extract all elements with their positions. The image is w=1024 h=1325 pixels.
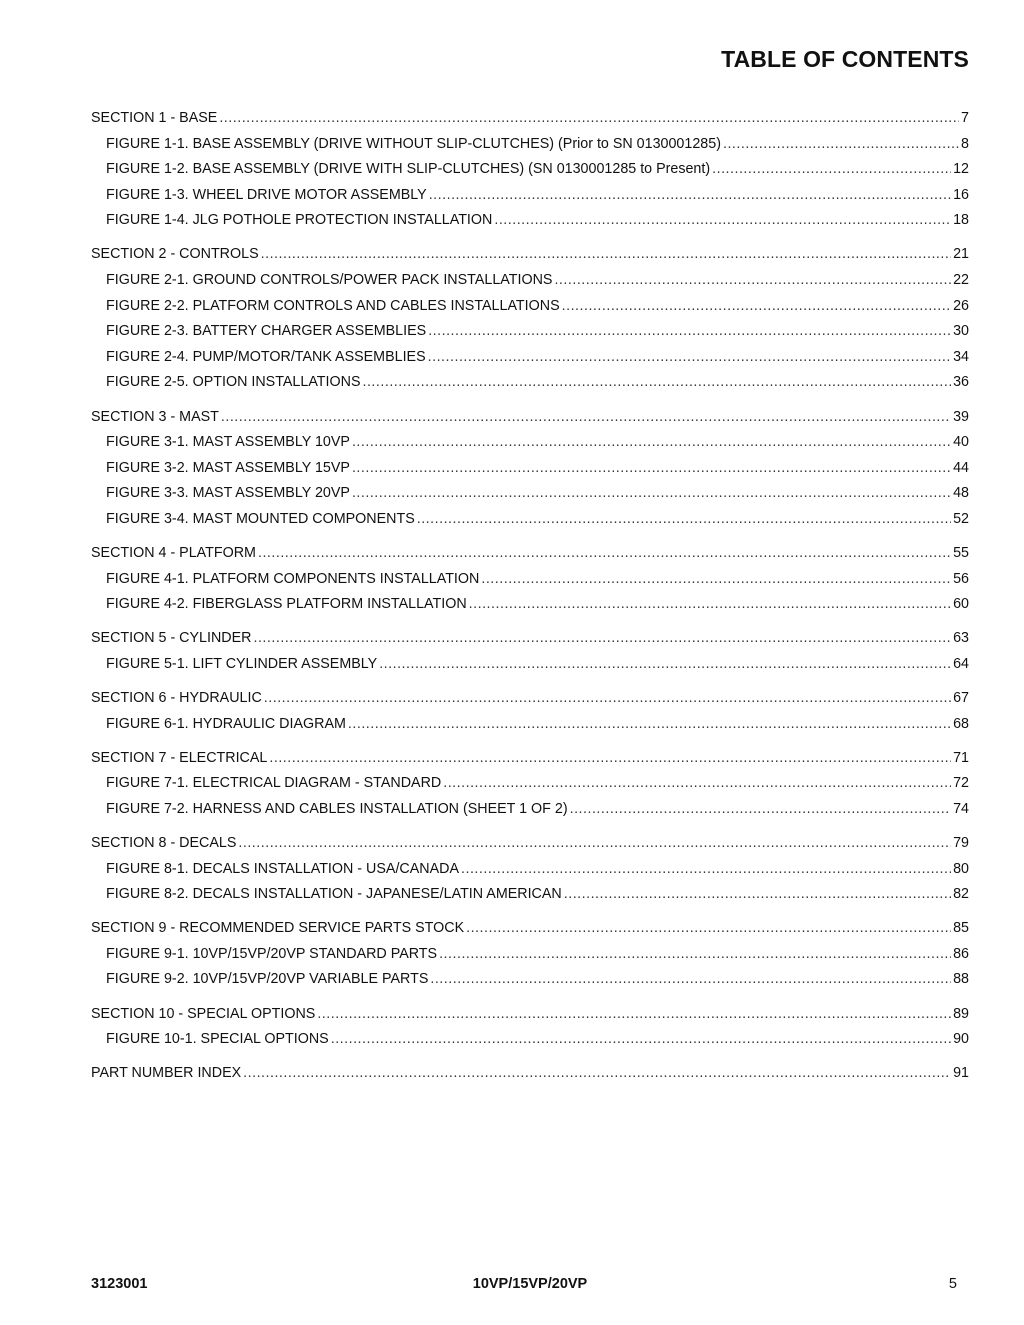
toc-entry-label: FIGURE 9-2. 10VP/15VP/20VP VARIABLE PARTS (106, 971, 429, 988)
toc-entry-page: 60 (953, 596, 969, 613)
dot-leader (417, 507, 951, 533)
dot-leader (429, 183, 951, 209)
dot-leader (481, 567, 951, 593)
footer-model: 10VP/15VP/20VP (472, 1276, 588, 1292)
toc-entry-label: SECTION 5 - CYLINDER (91, 630, 252, 647)
toc-figure-entry[interactable] (91, 456, 969, 482)
toc-entry-page: 16 (953, 186, 969, 203)
dot-leader (570, 797, 952, 823)
dot-leader (461, 857, 951, 883)
toc-entry-label: FIGURE 2-1. GROUND CONTROLS/POWER PACK INSTALLATIONS (106, 272, 553, 289)
toc-section-entry[interactable] (91, 686, 969, 712)
page-title: TABLE OF CONTENTS (721, 46, 969, 72)
toc-entry-label: FIGURE 3-3. MAST ASSEMBLY 20VP (106, 485, 350, 502)
toc-figure-entry[interactable] (91, 592, 969, 618)
dot-leader (439, 942, 951, 968)
toc-entry-page: 67 (953, 689, 969, 706)
dot-leader (238, 831, 951, 857)
toc-figure-entry[interactable] (91, 268, 969, 294)
toc-entry-page: 63 (953, 630, 969, 647)
toc-section-entry[interactable] (91, 1002, 969, 1028)
toc-entry-label: FIGURE 3-1. MAST ASSEMBLY 10VP (106, 434, 350, 451)
toc-entry-label: FIGURE 2-5. OPTION INSTALLATIONS (106, 374, 361, 391)
toc-entry-label: FIGURE 4-1. PLATFORM COMPONENTS INSTALLATION (106, 570, 480, 587)
dot-leader (430, 967, 951, 993)
dot-leader (352, 430, 951, 456)
toc-figure-entry[interactable] (91, 370, 969, 396)
footer-doc-number: 3123001 (91, 1276, 148, 1292)
dot-leader (443, 771, 951, 797)
toc-section-entry[interactable] (91, 106, 969, 132)
toc-entry-label: FIGURE 6-1. HYDRAULIC DIAGRAM (106, 715, 346, 732)
toc-entry-page: 44 (953, 459, 969, 476)
toc-figure-entry[interactable] (91, 507, 969, 533)
toc-entry-page: 36 (953, 374, 969, 391)
dot-leader (261, 242, 951, 268)
dot-leader (243, 1061, 951, 1087)
toc-entry-label: SECTION 4 - PLATFORM (91, 545, 256, 561)
footer-page-number: 5 (948, 1276, 957, 1292)
toc-entry-page: 8 (961, 135, 969, 152)
toc-figure-entry[interactable] (91, 1027, 969, 1053)
dot-leader (331, 1027, 951, 1053)
dot-leader (723, 132, 959, 158)
dot-leader (469, 592, 951, 618)
toc-section-entry[interactable] (91, 831, 969, 857)
toc-figure-entry[interactable] (91, 797, 969, 823)
toc-entry-label: SECTION 3 - MAST (91, 408, 219, 425)
toc-entry-page: 39 (953, 408, 969, 425)
toc-entry-label: SECTION 8 - DECALS (91, 834, 237, 851)
toc-entry-page: 40 (953, 434, 969, 451)
toc-entry-page: 91 (953, 1065, 969, 1082)
toc-entry-page: 21 (953, 246, 969, 263)
dot-leader (428, 345, 951, 371)
toc-entry-page: 12 (953, 161, 969, 178)
toc-section-entry[interactable] (91, 405, 969, 431)
toc-figure-entry[interactable] (91, 481, 969, 507)
toc-entry-label: SECTION 6 - HYDRAULIC (91, 689, 262, 706)
toc-entry-page: 71 (953, 749, 969, 766)
toc-entry-page: 55 (953, 545, 969, 561)
toc-figure-entry[interactable] (91, 157, 969, 183)
toc-entry-label: FIGURE 3-2. MAST ASSEMBLY 15VP (106, 459, 350, 476)
dot-leader (564, 882, 951, 908)
dot-leader (317, 1002, 951, 1028)
toc-figure-entry[interactable] (91, 319, 969, 345)
dot-leader (219, 106, 959, 132)
toc-section-entry[interactable] (91, 541, 969, 567)
toc-entry-page: 18 (953, 212, 969, 229)
toc-figure-entry[interactable] (91, 208, 969, 234)
toc-entry-label: SECTION 9 - RECOMMENDED SERVICE PARTS STOCK (91, 920, 465, 937)
toc-section-entry[interactable] (91, 242, 969, 268)
toc-entry-page: 82 (953, 886, 969, 903)
toc-entry-label: FIGURE 4-2. FIBERGLASS PLATFORM INSTALLATION (106, 596, 467, 613)
toc-entry-page: 68 (953, 715, 969, 732)
toc-entry-label: PART NUMBER INDEX (91, 1065, 242, 1082)
toc-figure-entry[interactable] (91, 942, 969, 968)
toc-entry-label: FIGURE 5-1. LIFT CYLINDER ASSEMBLY (106, 655, 378, 672)
toc-section-entry[interactable] (91, 746, 969, 772)
toc-entry-label: FIGURE 1-3. WHEEL DRIVE MOTOR ASSEMBLY (106, 186, 427, 203)
dot-leader (269, 746, 951, 772)
toc-figure-entry[interactable] (91, 857, 969, 883)
toc-figure-entry[interactable] (91, 430, 969, 456)
toc-entry-label: FIGURE 1-1. BASE ASSEMBLY (DRIVE WITHOUT SLIP-CLUTCHES) (Prior to SN 0130001285) (106, 135, 721, 152)
toc-entry-label: SECTION 1 - BASE (91, 110, 218, 126)
toc-entry-page: 72 (953, 775, 969, 792)
toc-entry-page: 22 (953, 272, 969, 289)
toc-figure-entry[interactable] (91, 183, 969, 209)
toc-entry-label: FIGURE 3-4. MAST MOUNTED COMPONENTS (106, 510, 415, 527)
toc-entry-page: 30 (953, 323, 969, 340)
toc-entry-label: FIGURE 2-4. PUMP/MOTOR/TANK ASSEMBLIES (106, 348, 426, 365)
toc-entry-page: 56 (953, 570, 969, 587)
toc-entry-page: 88 (953, 971, 969, 988)
toc-figure-entry[interactable] (91, 567, 969, 593)
page-footer (91, 1276, 969, 1296)
dot-leader (712, 157, 951, 183)
toc-entry-page: 52 (953, 510, 969, 527)
dot-leader (562, 294, 951, 320)
dot-leader (221, 405, 951, 431)
table-of-contents (91, 106, 969, 1087)
toc-figure-entry[interactable] (91, 294, 969, 320)
toc-figure-entry[interactable] (91, 132, 969, 158)
toc-entry-label: FIGURE 8-2. DECALS INSTALLATION - JAPANESE/LATIN AMERICAN (106, 886, 562, 903)
toc-section-entry[interactable] (91, 626, 969, 652)
toc-entry-label: SECTION 10 - SPECIAL OPTIONS (91, 1005, 316, 1022)
toc-figure-entry[interactable] (91, 652, 969, 678)
toc-entry-page: 90 (953, 1031, 969, 1048)
dot-leader (379, 652, 951, 678)
toc-entry-page: 48 (953, 485, 969, 502)
toc-entry-label: FIGURE 2-2. PLATFORM CONTROLS AND CABLES INSTALLATIONS (106, 297, 560, 314)
toc-section-entry[interactable] (91, 916, 969, 942)
toc-entry-label: FIGURE 1-2. BASE ASSEMBLY (DRIVE WITH SLIP-CLUTCHES) (SN 0130001285 to Present) (106, 161, 711, 178)
toc-entry-page: 26 (953, 297, 969, 314)
toc-entry-page: 7 (961, 110, 969, 126)
toc-entry-page: 89 (953, 1005, 969, 1022)
toc-entry-label: FIGURE 7-1. ELECTRICAL DIAGRAM - STANDARD (106, 775, 442, 792)
dot-leader (428, 319, 951, 345)
dot-leader (494, 208, 951, 234)
toc-entry-page: 86 (953, 945, 969, 962)
toc-entry-page: 34 (953, 348, 969, 365)
toc-entry-label: FIGURE 8-1. DECALS INSTALLATION - USA/CANADA (106, 860, 459, 877)
dot-leader (253, 626, 951, 652)
toc-entry-label: FIGURE 9-1. 10VP/15VP/20VP STANDARD PARTS (106, 945, 438, 962)
dot-leader (264, 686, 951, 712)
dot-leader (352, 481, 951, 507)
toc-entry-page: 85 (953, 920, 969, 937)
toc-entry-label: SECTION 2 - CONTROLS (91, 246, 259, 263)
toc-entry-label: SECTION 7 - ELECTRICAL (91, 749, 268, 766)
toc-section-entry[interactable] (91, 1061, 969, 1087)
dot-leader (554, 268, 951, 294)
toc-entry-label: FIGURE 1-4. JLG POTHOLE PROTECTION INSTALLATION (106, 212, 493, 229)
dot-leader (466, 916, 951, 942)
toc-entry-page: 64 (953, 655, 969, 672)
toc-figure-entry[interactable] (91, 345, 969, 371)
toc-entry-label: FIGURE 2-3. BATTERY CHARGER ASSEMBLIES (106, 323, 427, 340)
toc-figure-entry[interactable] (91, 771, 969, 797)
toc-entry-page: 80 (953, 860, 969, 877)
toc-figure-entry[interactable] (91, 967, 969, 993)
dot-leader (352, 456, 951, 482)
dot-leader (258, 541, 951, 567)
toc-entry-label: FIGURE 10-1. SPECIAL OPTIONS (106, 1031, 329, 1048)
toc-figure-entry[interactable] (91, 712, 969, 738)
toc-entry-page: 74 (953, 800, 969, 817)
toc-entry-label: FIGURE 7-2. HARNESS AND CABLES INSTALLATION (SHEET 1 OF 2) (106, 800, 568, 817)
toc-entry-page: 79 (953, 834, 969, 851)
toc-figure-entry[interactable] (91, 882, 969, 908)
dot-leader (348, 712, 951, 738)
dot-leader (362, 370, 951, 396)
